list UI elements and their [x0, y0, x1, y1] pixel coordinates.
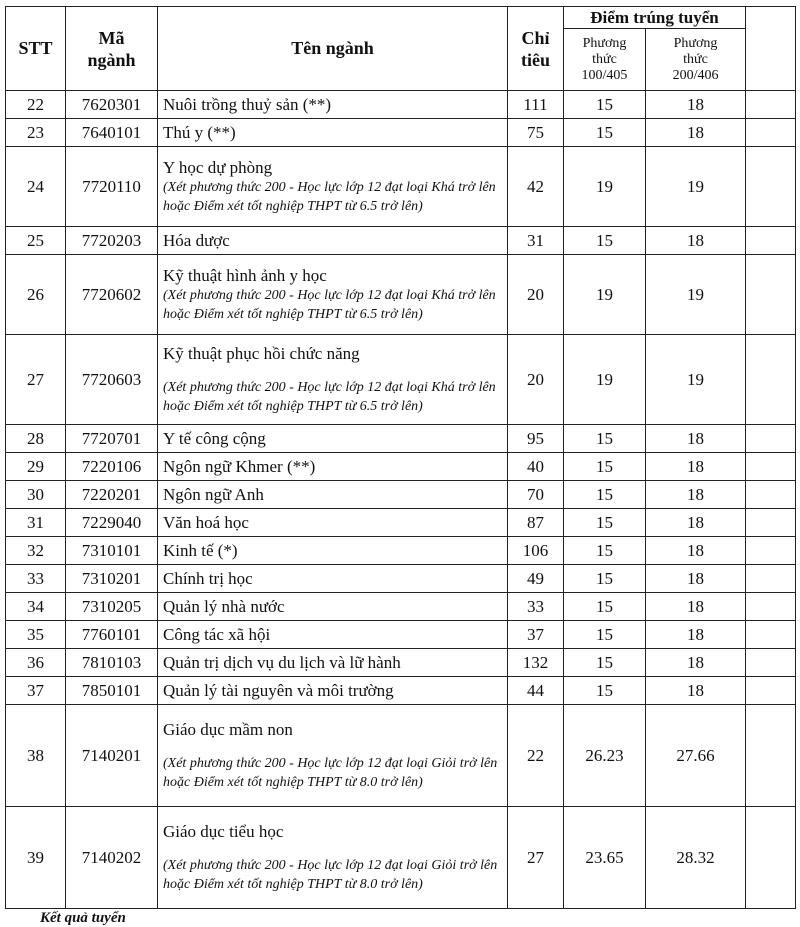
cell-diem-pt200: 18	[646, 481, 746, 509]
cell-ten-nganh	[158, 147, 508, 227]
cell-ma-nganh: 7720602	[66, 255, 158, 335]
cell-ten-nganh	[158, 91, 508, 119]
cell-ma-nganh: 7720603	[66, 335, 158, 425]
major-note: (Xét phương thức 200 - Học lực lớp 12 đạt loại Giỏi trở lên hoặc Điểm xét tốt nghiệp THPT từ 8.0 trở lên)	[163, 857, 498, 892]
header-empty	[746, 7, 796, 91]
cell-diem-pt200: 18	[646, 509, 746, 537]
cell-ma-nganh: 7810103	[66, 649, 158, 677]
table-row	[6, 227, 796, 255]
cell-diem-pt100: 15	[564, 227, 646, 255]
cell-empty	[746, 453, 796, 481]
cell-stt: 39	[6, 807, 66, 909]
major-name: Quản lý tài nguyên và môi trường	[163, 680, 394, 700]
cell-diem-pt200: 18	[646, 677, 746, 705]
spacer	[163, 740, 507, 754]
cell-ma-nganh: 7229040	[66, 509, 158, 537]
major-name: Y tế công cộng	[163, 428, 266, 448]
cell-stt: 35	[6, 621, 66, 649]
cell-ten-nganh	[158, 705, 508, 807]
cell-empty	[746, 481, 796, 509]
major-name: Văn hoá học	[163, 512, 249, 532]
cell-stt: 29	[6, 453, 66, 481]
cell-diem-pt200: 19	[646, 147, 746, 227]
cell-stt: 28	[6, 425, 66, 453]
cell-stt: 32	[6, 537, 66, 565]
cell-diem-pt200: 18	[646, 593, 746, 621]
cell-ten-nganh	[158, 509, 508, 537]
table-row	[6, 119, 796, 147]
cell-ma-nganh: 7310201	[66, 565, 158, 593]
cell-empty	[746, 335, 796, 425]
header-diem-trung-tuyen: Điểm trúng tuyển	[564, 7, 746, 29]
cell-diem-pt200: 19	[646, 255, 746, 335]
cell-diem-pt200: 19	[646, 335, 746, 425]
cell-diem-pt100: 15	[564, 481, 646, 509]
cell-ten-nganh	[158, 621, 508, 649]
cell-ma-nganh: 7720701	[66, 425, 158, 453]
cell-ma-nganh: 7220201	[66, 481, 158, 509]
cell-ten-nganh	[158, 593, 508, 621]
table-row	[6, 565, 796, 593]
cell-diem-pt200: 27.66	[646, 705, 746, 807]
table-row	[6, 453, 796, 481]
table-row	[6, 481, 796, 509]
cell-diem-pt100: 19	[564, 335, 646, 425]
cell-diem-pt100: 15	[564, 91, 646, 119]
table-row	[6, 593, 796, 621]
header-chi-tieu: Chỉ tiêu	[508, 7, 564, 91]
cell-diem-pt100: 15	[564, 453, 646, 481]
cell-diem-pt100: 15	[564, 621, 646, 649]
table-row	[6, 705, 796, 807]
cell-chi-tieu: 111	[508, 91, 564, 119]
cell-stt: 33	[6, 565, 66, 593]
table-body	[6, 91, 796, 909]
cell-ten-nganh	[158, 537, 508, 565]
major-name: Quản trị dịch vụ du lịch và lữ hành	[163, 652, 401, 672]
cell-ma-nganh: 7760101	[66, 621, 158, 649]
cell-chi-tieu: 40	[508, 453, 564, 481]
cell-diem-pt100: 26.23	[564, 705, 646, 807]
cell-diem-pt100: 23.65	[564, 807, 646, 909]
cell-stt: 22	[6, 91, 66, 119]
major-note: (Xét phương thức 200 - Học lực lớp 12 đạt loại Khá trở lên hoặc Điểm xét tốt nghiệp THPT từ 6.5 trở lên)	[163, 287, 496, 322]
cell-stt: 34	[6, 593, 66, 621]
cell-diem-pt100: 15	[564, 425, 646, 453]
cell-empty	[746, 509, 796, 537]
cell-diem-pt100: 19	[564, 255, 646, 335]
cell-chi-tieu: 44	[508, 677, 564, 705]
major-name: Nuôi trồng thuỷ sản (**)	[163, 94, 332, 114]
cell-diem-pt100: 19	[564, 147, 646, 227]
table-row	[6, 649, 796, 677]
cell-chi-tieu: 95	[508, 425, 564, 453]
cell-stt: 25	[6, 227, 66, 255]
cell-ten-nganh	[158, 807, 508, 909]
cell-empty	[746, 621, 796, 649]
cell-ma-nganh: 7220106	[66, 453, 158, 481]
header-stt: STT	[6, 7, 66, 91]
cell-diem-pt100: 15	[564, 677, 646, 705]
cell-empty	[746, 425, 796, 453]
cell-empty	[746, 677, 796, 705]
cell-chi-tieu: 22	[508, 705, 564, 807]
table-row	[6, 677, 796, 705]
table-row	[6, 147, 796, 227]
header-ma-nganh: Mã ngành	[66, 7, 158, 91]
header-ten-nganh: Tên ngành	[158, 7, 508, 91]
cell-diem-pt200: 18	[646, 565, 746, 593]
cell-chi-tieu: 106	[508, 537, 564, 565]
cell-diem-pt100: 15	[564, 537, 646, 565]
cell-stt: 31	[6, 509, 66, 537]
header-phuong-thuc-200: Phương thức 200/406	[646, 29, 746, 91]
cell-ten-nganh	[158, 649, 508, 677]
cell-empty	[746, 91, 796, 119]
cell-ten-nganh	[158, 677, 508, 705]
table-row	[6, 807, 796, 909]
cell-chi-tieu: 75	[508, 119, 564, 147]
spacer	[163, 842, 507, 856]
cell-ma-nganh: 7140202	[66, 807, 158, 909]
major-name: Kỹ thuật phục hồi chức năng	[163, 343, 360, 363]
cell-empty	[746, 147, 796, 227]
cell-stt: 30	[6, 481, 66, 509]
major-name: Công tác xã hội	[163, 624, 271, 644]
cell-chi-tieu: 27	[508, 807, 564, 909]
cell-stt: 36	[6, 649, 66, 677]
table-row	[6, 425, 796, 453]
cell-stt: 38	[6, 705, 66, 807]
cell-empty	[746, 593, 796, 621]
cell-ten-nganh	[158, 453, 508, 481]
major-name: Thú y (**)	[163, 122, 236, 142]
cell-ma-nganh: 7310205	[66, 593, 158, 621]
table-row	[6, 537, 796, 565]
cell-ma-nganh: 7310101	[66, 537, 158, 565]
major-name: Chính trị học	[163, 568, 253, 588]
major-name: Kỹ thuật hình ảnh y học	[163, 265, 327, 285]
cell-ma-nganh: 7720110	[66, 147, 158, 227]
major-note: (Xét phương thức 200 - Học lực lớp 12 đạt loại Khá trở lên hoặc Điểm xét tốt nghiệp THPT từ 6.5 trở lên)	[163, 179, 496, 214]
footer-text: Kết quả tuyển	[40, 910, 126, 926]
cell-stt: 26	[6, 255, 66, 335]
major-note: (Xét phương thức 200 - Học lực lớp 12 đạt loại Giỏi trở lên hoặc Điểm xét tốt nghiệp THPT từ 8.0 trở lên)	[163, 755, 498, 790]
cell-chi-tieu: 20	[508, 335, 564, 425]
cell-ma-nganh: 7640101	[66, 119, 158, 147]
major-name: Giáo dục mầm non	[163, 719, 293, 739]
cell-ten-nganh	[158, 425, 508, 453]
cell-chi-tieu: 132	[508, 649, 564, 677]
header-phuong-thuc-100: Phương thức 100/405	[564, 29, 646, 91]
cell-empty	[746, 255, 796, 335]
admission-score-table	[5, 6, 796, 909]
cell-stt: 37	[6, 677, 66, 705]
cell-stt: 23	[6, 119, 66, 147]
cell-ma-nganh: 7620301	[66, 91, 158, 119]
cell-diem-pt200: 18	[646, 453, 746, 481]
major-name: Ngôn ngữ Khmer (**)	[163, 456, 316, 476]
cell-stt: 24	[6, 147, 66, 227]
cell-diem-pt200: 18	[646, 621, 746, 649]
cell-ma-nganh: 7720203	[66, 227, 158, 255]
cell-ten-nganh	[158, 481, 508, 509]
cell-chi-tieu: 33	[508, 593, 564, 621]
cell-ten-nganh	[158, 335, 508, 425]
major-name: Ngôn ngữ Anh	[163, 484, 264, 504]
cell-diem-pt100: 15	[564, 509, 646, 537]
cell-empty	[746, 227, 796, 255]
major-name: Giáo dục tiểu học	[163, 821, 284, 841]
cell-ma-nganh: 7850101	[66, 677, 158, 705]
table-row	[6, 91, 796, 119]
cell-empty	[746, 649, 796, 677]
cell-ten-nganh	[158, 565, 508, 593]
cell-empty	[746, 807, 796, 909]
cell-diem-pt100: 15	[564, 565, 646, 593]
cell-empty	[746, 119, 796, 147]
cell-chi-tieu: 70	[508, 481, 564, 509]
cell-chi-tieu: 20	[508, 255, 564, 335]
cell-chi-tieu: 42	[508, 147, 564, 227]
cell-diem-pt100: 15	[564, 649, 646, 677]
table-row	[6, 509, 796, 537]
cell-ten-nganh	[158, 227, 508, 255]
cell-diem-pt200: 18	[646, 537, 746, 565]
major-name: Hóa dược	[163, 230, 230, 250]
major-name: Kinh tế (*)	[163, 540, 238, 560]
spacer	[163, 364, 507, 378]
cell-chi-tieu: 49	[508, 565, 564, 593]
cell-chi-tieu: 31	[508, 227, 564, 255]
cell-diem-pt200: 18	[646, 425, 746, 453]
table-row	[6, 335, 796, 425]
cell-stt: 27	[6, 335, 66, 425]
cell-ten-nganh	[158, 255, 508, 335]
cell-empty	[746, 705, 796, 807]
table-row	[6, 621, 796, 649]
cell-diem-pt200: 18	[646, 649, 746, 677]
table-row	[6, 255, 796, 335]
cell-ten-nganh	[158, 119, 508, 147]
cell-diem-pt200: 18	[646, 227, 746, 255]
cell-ma-nganh: 7140201	[66, 705, 158, 807]
cell-empty	[746, 565, 796, 593]
cell-diem-pt200: 18	[646, 91, 746, 119]
cell-diem-pt200: 18	[646, 119, 746, 147]
cell-chi-tieu: 87	[508, 509, 564, 537]
cell-diem-pt100: 15	[564, 119, 646, 147]
cell-empty	[746, 537, 796, 565]
major-name: Y học dự phòng	[163, 157, 273, 177]
major-name: Quản lý nhà nước	[163, 596, 285, 616]
cell-diem-pt200: 28.32	[646, 807, 746, 909]
cell-chi-tieu: 37	[508, 621, 564, 649]
cell-diem-pt100: 15	[564, 593, 646, 621]
major-note: (Xét phương thức 200 - Học lực lớp 12 đạt loại Khá trở lên hoặc Điểm xét tốt nghiệp THPT từ 6.5 trở lên)	[163, 379, 496, 414]
